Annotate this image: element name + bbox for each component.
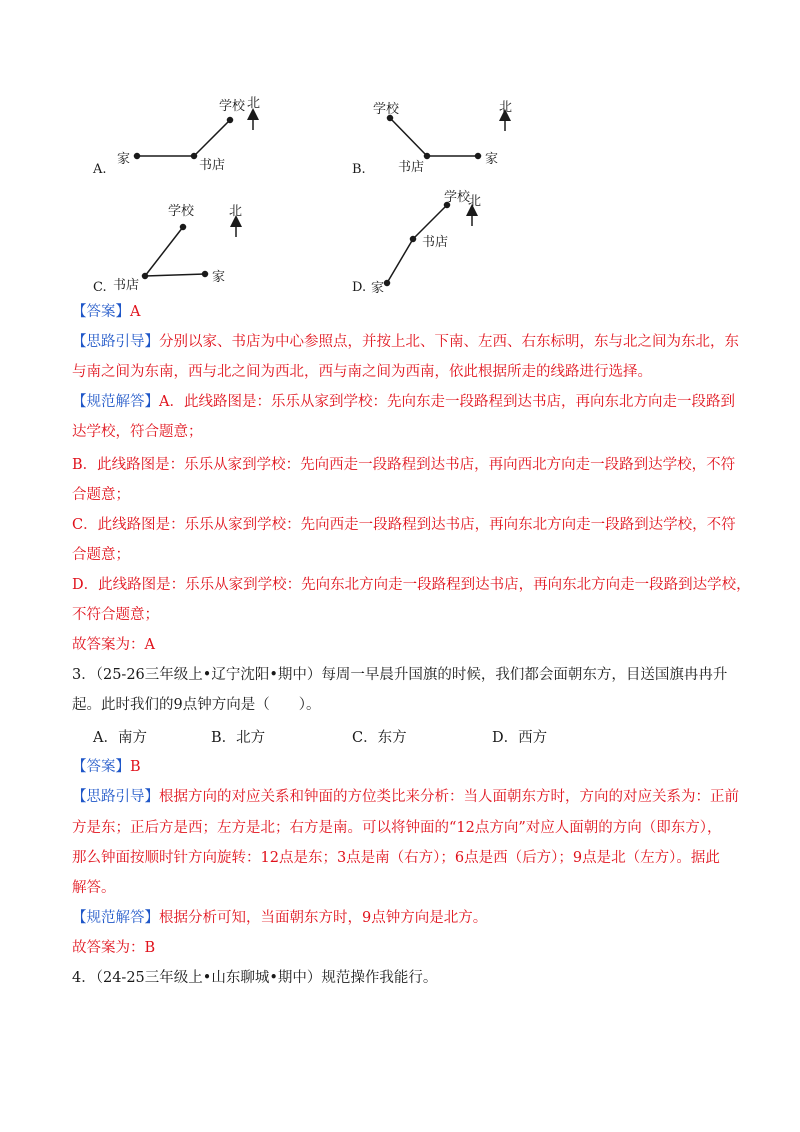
diagram-a-home-label: 家 [117,152,131,167]
q2-solution-a-line-2: 达学校，符合题意； [72,424,203,440]
q3-solution-line [72,908,732,928]
diagram-c-north-label: 北 [229,204,243,219]
diagram-b-bookstore-label: 书店 [398,160,425,175]
answer-tag: 【答案】 [72,304,130,320]
q3-guide-line-3: 那么钟面按顺时针方向旋转：12点是东；3点是南（右方）；6点是西（后方）；9点是北（左方）。据此 [72,850,720,866]
diagram-c-letter: C. [93,280,107,295]
q3-stem-line-1: 3．（25-26三年级上•辽宁沈阳•期中）每周一早晨升国旗的时候，我们都会面朝东方，目送国旗冉冉升 [72,667,728,683]
solution-text: A．此线路图是：乐乐从家到学校：先向东走一段路程到达书店，再向东北方向走一段路到 [159,394,735,410]
q2-answer-line [72,302,732,322]
school-point [228,118,233,123]
school-point [181,225,186,230]
home-point [203,272,208,277]
diagram-b-letter: B. [352,162,366,177]
answer-value: B [130,759,141,775]
q3-guide-line-2: 方是东；正后方是西；左方是北；右方是南。可以将钟面的“12点方向”对应人面朝的方向（即东方）， [72,820,722,836]
q2-solution-d-line-2: 不符合题意； [72,607,159,623]
answer-tag: 【答案】 [72,759,130,775]
diagram-c-school-label: 学校 [168,204,195,219]
solution-tag: 【规范解答】 [72,394,159,410]
q2-solution-b-line-2: 合题意； [72,487,130,503]
q3-stem-line-2: 起。此时我们的9点钟方向是（ ）。 [72,697,321,713]
diagram-d-bookstore-label: 书店 [422,235,449,250]
home-point [476,154,481,159]
q2-solution-line-1 [72,392,735,412]
q3-guide-line-1 [72,787,739,807]
q2-final-answer: 故答案为：A [72,637,155,653]
q2-guide-line-2: 与南之间为东南，西与北之间为西北，西与南之间为西南，依此根据所走的线路进行选择。 [72,364,652,380]
q3-guide-line-4: 解答。 [72,880,116,896]
bookstore-point [143,274,148,279]
guide-tag: 【思路引导】 [72,334,159,350]
diagram-a-letter: A. [93,162,107,177]
guide-text: 根据方向的对应关系和钟面的方位类比来分析：当人面朝东方时，方向的对应关系为：正前 [159,789,739,805]
diagram-d-north-label: 北 [468,194,482,209]
q3-answer-line [72,757,732,777]
diagram-a-lines [135,114,254,159]
diagram-d-school-label: 学校 [444,190,471,205]
diagram-b-school-label: 学校 [373,102,400,117]
q2-solution-c-line-1: C．此线路图是：乐乐从家到学校：先向西走一段路程到达书店，再向东北方向走一段路到达学校，不符 [72,517,736,533]
q2-solution-b-line-1: B．此线路图是：乐乐从家到学校：先向西走一段路程到达书店，再向西北方向走一段路到达学校，不符 [72,457,736,473]
bookstore-point [425,154,430,159]
diagram-c-bookstore-label: 书店 [113,278,140,293]
bookstore-point [192,154,197,159]
diagram-c-home-label: 家 [212,270,226,285]
q2-guide-line-1 [72,332,739,352]
diagram-a-bookstore-label: 书店 [199,158,226,173]
answer-value: A [130,304,141,320]
q4-stem: 4．（24-25三年级上•山东聊城•期中）规范操作我能行。 [72,970,438,986]
q3-option-d: D．西方 [492,730,548,746]
diagram-a-north-label: 北 [247,96,261,111]
guide-text: 分别以家、书店为中心参照点，并按上北、下南、左西、右东标明，东与北之间为东北，东 [159,334,739,350]
diagram-b-home-label: 家 [485,152,499,167]
home-point [135,154,140,159]
diagram-b-north-label: 北 [499,100,513,115]
solution-tag: 【规范解答】 [72,910,159,926]
diagram-a-school-label: 学校 [219,99,246,114]
q3-final-answer: 故答案为：B [72,940,156,956]
q3-option-c: C．东方 [352,730,407,746]
q2-solution-c-line-2: 合题意； [72,547,130,563]
home-point [385,281,390,286]
guide-tag: 【思路引导】 [72,789,159,805]
q3-option-b: B．北方 [211,730,266,746]
q2-solution-d-line-1: D．此线路图是：乐乐从家到学校：先向东北方向走一段路程到达书店，再向东北方向走一段路到达学校， [72,577,751,593]
bookstore-point [411,237,416,242]
diagram-d-letter: D. [352,280,367,295]
diagram-d-home-label: 家 [371,281,385,296]
solution-text: 根据分析可知，当面朝东方时，9点钟方向是北方。 [159,910,488,926]
q3-option-a: A．南方 [93,730,147,746]
